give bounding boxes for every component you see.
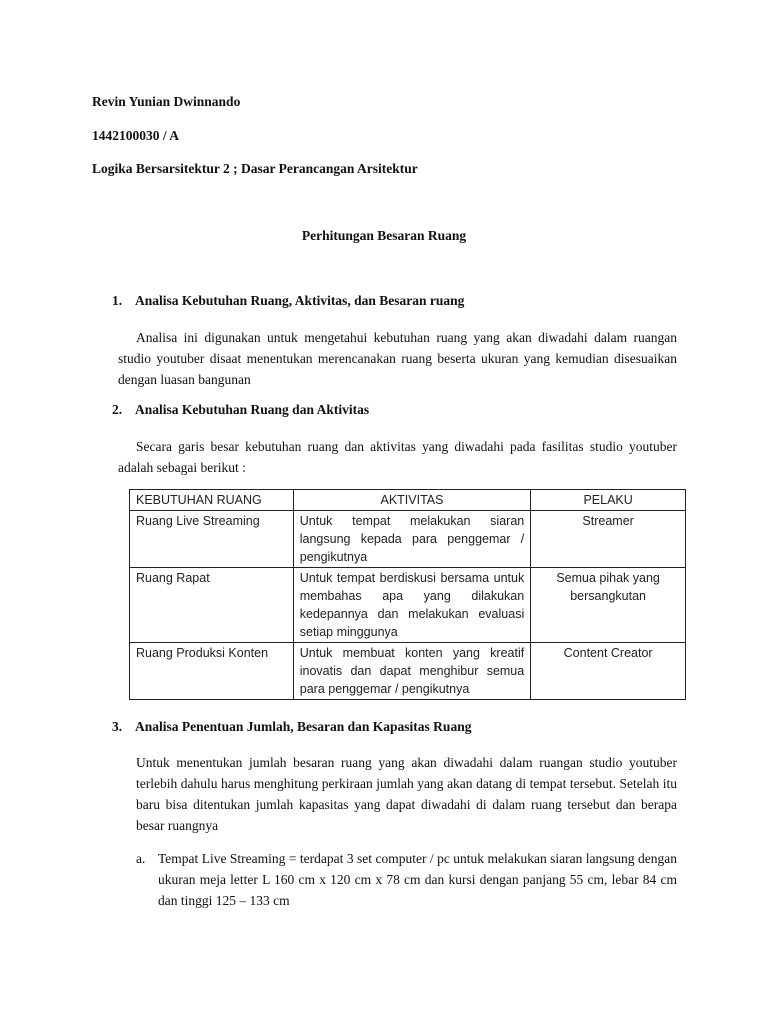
section-3-number: 3.: [112, 719, 123, 734]
table-header-kebutuhan: KEBUTUHAN RUANG: [130, 490, 294, 511]
course-title: Logika Bersarsitektur 2 ; Dasar Perancangan Arsitektur: [92, 161, 418, 176]
table-header-row: [130, 490, 686, 511]
table-header-aktivitas: AKTIVITAS: [293, 490, 530, 511]
section-1-heading: [112, 293, 464, 309]
section-2-paragraph: [118, 436, 677, 478]
section-2-heading: [112, 402, 369, 418]
section-1-paragraph-text: Analisa ini digunakan untuk mengetahui kebutuhan ruang yang akan diwadahi dalam ruangan studio youtuber disaat menentukan merencanakan ruang beserta ukuran yang kemudian disesuaikan dengan luasan bangunan: [118, 330, 677, 387]
list-item-marker: a.: [136, 851, 146, 866]
section-3-paragraph: Untuk menentukan jumlah besaran ruang yang akan diwadahi dalam ruangan studio youtuber terlebih dahulu harus menghitung perkiraan jumlah yang akan datang di tempat tersebut. Setelah itu baru bisa ditentukan jumlah kapasitas yang dapat diwadahi di dalam ruang tersebut dan berapa besar ruangnya: [136, 755, 677, 833]
list-item-text: Tempat Live Streaming = terdapat 3 set computer / pc untuk melakukan siaran langsung dengan ukuran meja letter L 160 cm x 120 cm x 78 cm dan kursi dengan panjang 55 cm, lebar 84 cm dan tinggi 125 – 133 cm: [158, 851, 677, 908]
table-cell-room: Ruang Rapat: [130, 568, 294, 643]
requirements-table: [129, 489, 686, 700]
table-header-pelaku: PELAKU: [531, 490, 686, 511]
list-item: [136, 848, 677, 911]
section-1-number: 1.: [112, 293, 123, 308]
section-3-heading-text: Analisa Penentuan Jumlah, Besaran dan Kapasitas Ruang: [135, 719, 472, 734]
section-2-paragraph-text: Secara garis besar kebutuhan ruang dan aktivitas yang diwadahi pada fasilitas studio youtuber adalah sebagai berikut :: [118, 439, 677, 475]
document-title: Perhitungan Besaran Ruang: [301, 228, 467, 243]
student-id: 1442100030 / A: [92, 128, 180, 143]
table-cell-activity: Untuk membuat konten yang kreatif inovatis dan dapat menghibur semua para penggemar / pengikutnya: [293, 643, 530, 700]
table-row: [130, 643, 686, 700]
table-row: [130, 568, 686, 643]
section-2-number: 2.: [112, 402, 123, 417]
section-2-heading-text: Analisa Kebutuhan Ruang dan Aktivitas: [135, 402, 370, 417]
table-cell-room: Ruang Produksi Konten: [130, 643, 294, 700]
table-cell-activity: Untuk tempat melakukan siaran langsung kepada para penggemar / pengikutnya: [293, 511, 530, 568]
table-row: [130, 511, 686, 568]
section-3-heading: [112, 719, 471, 735]
author-name: Revin Yunian Dwinnando: [92, 94, 241, 109]
section-1-paragraph: [118, 327, 677, 390]
table-cell-actor: Streamer: [531, 511, 686, 568]
table-cell-activity: Untuk tempat berdiskusi bersama untuk membahas apa yang dilakukan kedepannya dan melakukan evaluasi setiap minggunya: [293, 568, 530, 643]
table-cell-room: Ruang Live Streaming: [130, 511, 294, 568]
table-cell-actor: Semua pihak yang bersangkutan: [531, 568, 686, 643]
section-1-heading-text: Analisa Kebutuhan Ruang, Aktivitas, dan Besaran ruang: [135, 293, 465, 308]
table-cell-actor: Content Creator: [531, 643, 686, 700]
